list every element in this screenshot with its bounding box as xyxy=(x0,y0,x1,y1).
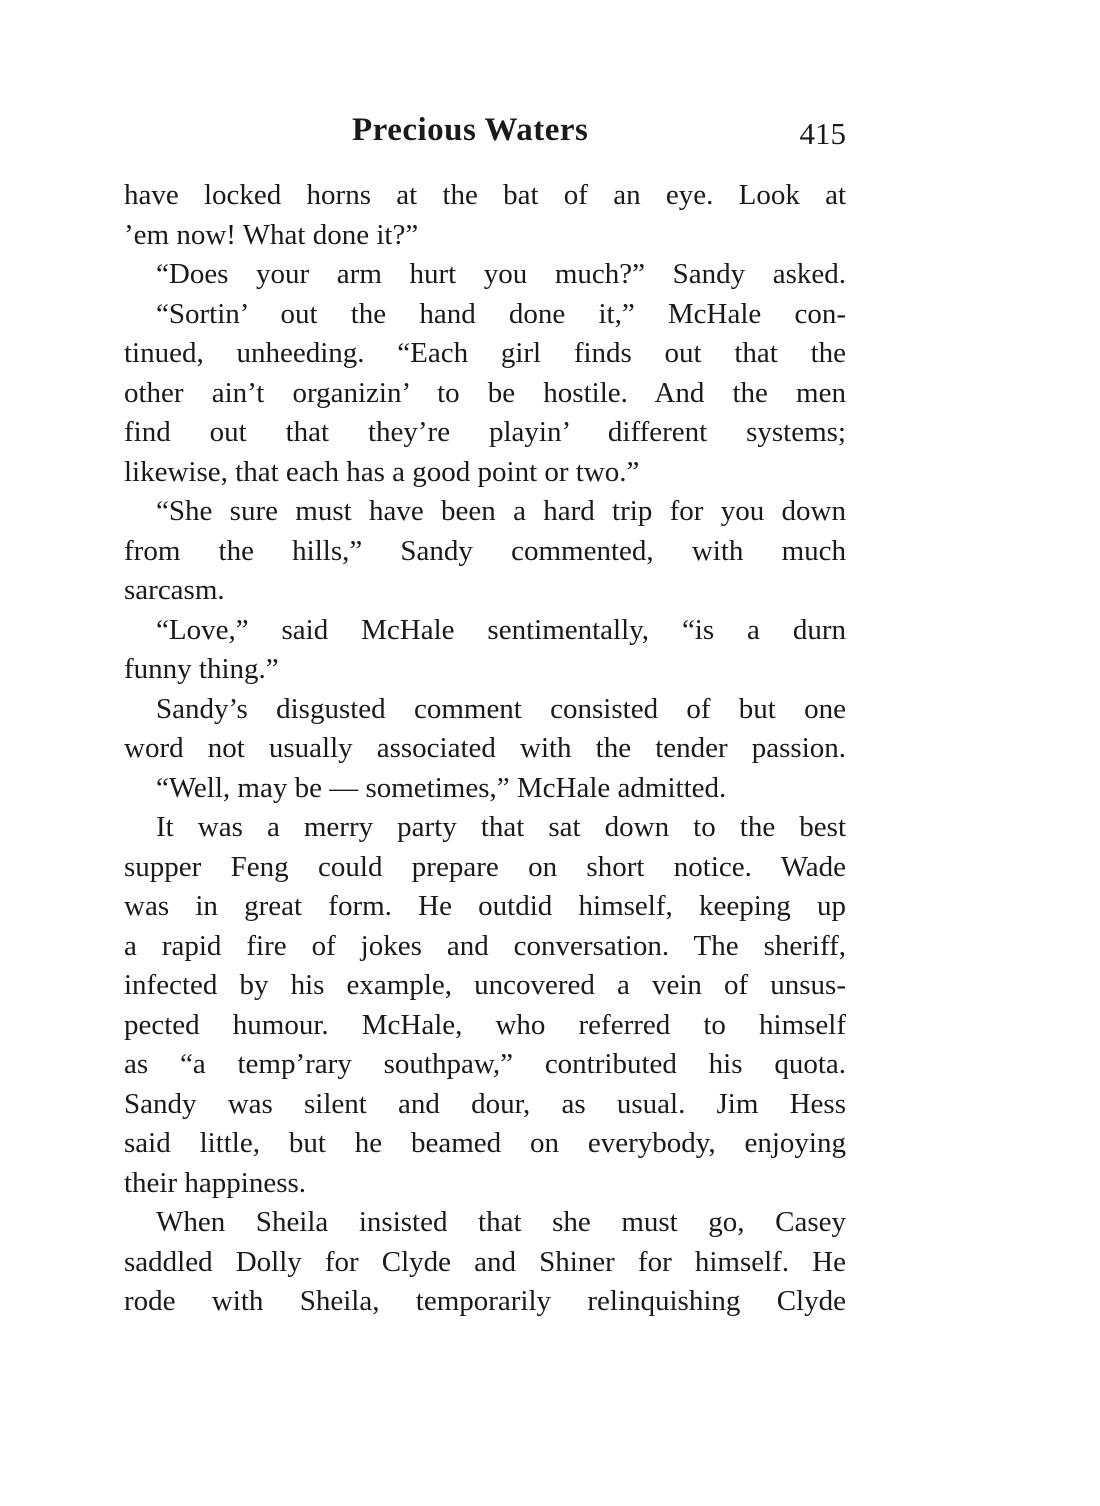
text-line: funny thing.” xyxy=(124,653,279,685)
text-line: a rapid fire of jokes and conversation. The sheriff, xyxy=(124,929,846,962)
text-line: tinued, unheeding. “Each girl finds out that the xyxy=(124,337,846,369)
text-line: as “a temp’rary southpaw,” contributed his quota. xyxy=(124,1048,846,1080)
text-line: their happiness. xyxy=(124,1166,307,1199)
text-line: sarcasm. xyxy=(124,574,225,606)
text-line: “Does your arm hurt you much?” Sandy asked. xyxy=(156,258,846,290)
text-line: “Well, may be — sometimes,” McHale admitted. xyxy=(156,771,727,804)
text-line: Sandy’s disgusted comment consisted of but one xyxy=(156,692,846,725)
text-line: was in great form. He outdid himself, keeping up xyxy=(124,890,846,922)
text-line: have locked horns at the bat of an eye. Look at xyxy=(124,179,846,211)
text-line: said little, but he beamed on everybody, enjoying xyxy=(124,1127,846,1159)
text-line: infected by his example, uncovered a vein of unsus- xyxy=(124,969,846,1001)
text-line: likewise, that each has a good point or two.” xyxy=(124,455,640,488)
page-number: 415 xyxy=(799,116,846,151)
text-line: from the hills,” Sandy commented, with much xyxy=(124,534,846,567)
text-line: saddled Dolly for Clyde and Shiner for himself. He xyxy=(124,1245,846,1278)
running-title: Precious Waters xyxy=(352,112,589,148)
text-line: supper Feng could prepare on short notice. Wade xyxy=(124,850,846,883)
text-line: word not usually associated with the tender passion. xyxy=(124,732,846,764)
body-text xyxy=(124,176,846,1322)
text-line: It was a merry party that sat down to the best xyxy=(156,811,846,843)
page-header xyxy=(124,112,848,156)
text-line: find out that they’re playin’ different systems; xyxy=(124,416,846,448)
text-line: other ain’t organizin’ to be hostile. And the men xyxy=(124,376,846,409)
text-line: pected humour. McHale, who referred to himself xyxy=(124,1008,846,1041)
text-line: ’em now! What done it?” xyxy=(124,218,419,251)
text-line: “Love,” said McHale sentimentally, “is a durn xyxy=(156,613,846,646)
text-line: “She sure must have been a hard trip for you down xyxy=(156,495,846,527)
text-line: When Sheila insisted that she must go, Casey xyxy=(156,1206,846,1238)
text-line: rode with Sheila, temporarily relinquishing Clyde xyxy=(124,1285,846,1317)
text-line: “Sortin’ out the hand done it,” McHale con- xyxy=(156,297,846,330)
text-line: Sandy was silent and dour, as usual. Jim Hess xyxy=(124,1087,846,1120)
